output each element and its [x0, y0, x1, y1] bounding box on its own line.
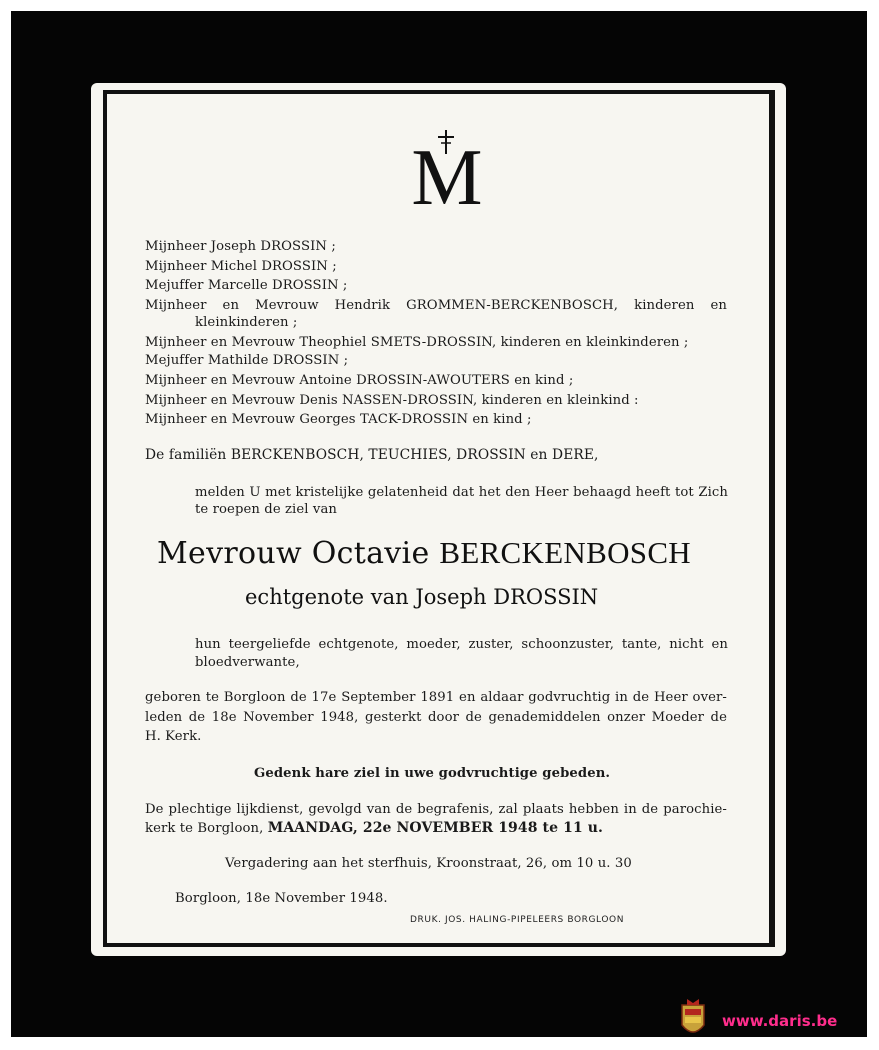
meeting-line: Vergadering aan het sterfhuis, Kroonstraat, 26, om 10 u. 30 — [225, 856, 632, 871]
funeral-line-1: De plechtige lijkdienst, gevolgd van de begrafenis, zal plaats hebben in de parochie- — [145, 802, 727, 817]
family-line-2: Mijnheer Michel DROSSIN ; — [145, 259, 337, 274]
black-border-frame — [103, 90, 775, 947]
born-line-1: geboren te Borgloon de 17e September 1891 en aldaar godvruchtig in de Heer over- — [145, 690, 727, 705]
announcement-line-1: melden U met kristelijke gelatenheid dat het den Heer behaagd heeft tot Zich — [195, 485, 728, 500]
funeral-church: kerk te Borgloon, — [145, 821, 264, 836]
relation-line-2: bloedverwante, — [195, 655, 300, 670]
place-date: Borgloon, 18e November 1948. — [175, 891, 388, 906]
deceased-spouse: echtgenote van Joseph DROSSIN — [245, 585, 599, 609]
family-line-9: Mijnheer en Mevrouw Georges TACK-DROSSIN en kind ; — [145, 412, 532, 427]
deceased-title: Mevrouw Octavie — [157, 536, 430, 571]
born-line-2: leden de 18e November 1948, gesterkt door de genademiddelen onzer Moeder de — [145, 710, 727, 725]
announcement-line-2: te roepen de ziel van — [195, 502, 337, 517]
cross-monogram-icon — [404, 128, 490, 208]
funeral-line-2 — [145, 820, 603, 836]
crest-icon — [679, 997, 707, 1041]
family-line-6: Mejuffer Mathilde DROSSIN ; — [145, 353, 349, 368]
prayer-line: Gedenk hare ziel in uwe godvruchtige gebeden. — [254, 766, 611, 781]
relation-line-1: hun teergeliefde echtgenote, moeder, zuster, schoonzuster, tante, nicht en — [195, 637, 728, 652]
family-line-8: Mijnheer en Mevrouw Denis NASSEN-DROSSIN, kinderen en kleinkind : — [145, 393, 639, 408]
family-line-4: Mijnheer en Mevrouw Hendrik GROMMEN-BERCKENBOSCH, kinderen en — [145, 298, 727, 313]
deceased-surname: BERCKENBOSCH — [439, 535, 691, 570]
family-line-5: Mijnheer en Mevrouw Theophiel SMETS-DROSSIN, kinderen en kleinkinderen ; — [145, 335, 689, 350]
family-line-1: Mijnheer Joseph DROSSIN ; — [145, 239, 336, 254]
families-line: De familiën BERCKENBOSCH, TEUCHIES, DROSSIN en DERE, — [145, 447, 599, 463]
funeral-date: MAANDAG, 22e NOVEMBER 1948 te 11 u. — [267, 820, 604, 836]
monogram-letter: M — [411, 134, 483, 208]
deceased-name — [157, 535, 717, 571]
born-line-3: H. Kerk. — [145, 729, 202, 744]
printer-credit: DRUK. JOS. HALING-PIPELEERS BORGLOON — [410, 915, 625, 925]
family-line-3: Mejuffer Marcelle DROSSIN ; — [145, 278, 348, 293]
watermark-url: www.daris.be — [722, 1012, 838, 1030]
family-line-4-cont: kleinkinderen ; — [195, 315, 298, 330]
family-line-7: Mijnheer en Mevrouw Antoine DROSSIN-AWOUTERS en kind ; — [145, 373, 574, 388]
